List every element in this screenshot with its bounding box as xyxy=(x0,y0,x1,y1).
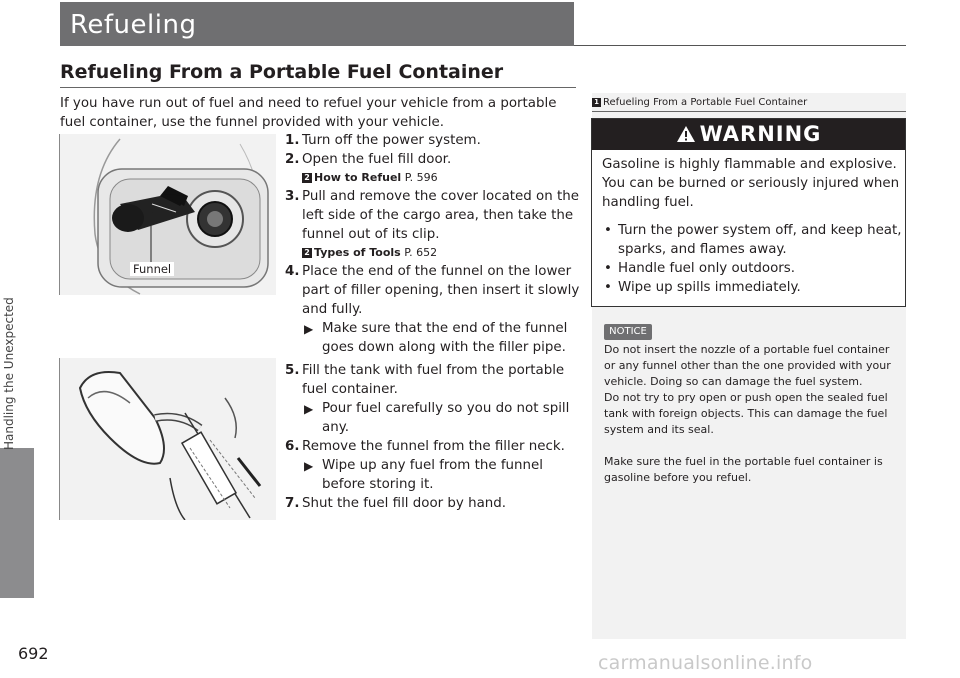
warning-item: • Handle fuel only outdoors. xyxy=(602,259,902,278)
step-number: 3. xyxy=(285,189,300,204)
reference-page: P. 596 xyxy=(404,171,438,184)
page-title: Refueling xyxy=(70,10,197,40)
reference-page: P. 652 xyxy=(404,246,438,259)
step-3 xyxy=(285,187,581,244)
sidebar-heading xyxy=(592,97,807,108)
warning-box xyxy=(591,118,906,307)
note-text: Wipe up any fuel from the funnel before storing it. xyxy=(322,458,543,492)
header-rule xyxy=(574,45,906,46)
step-text: Place the end of the funnel on the lower part of filler opening, then insert it slowly and fully. xyxy=(302,264,580,317)
cross-reference-link[interactable] xyxy=(285,169,581,187)
step-text: Shut the fuel fill door by hand. xyxy=(302,496,507,511)
side-tab-marker xyxy=(0,448,34,598)
step-4 xyxy=(285,262,581,319)
reference-arrow-icon: 1 xyxy=(592,98,601,107)
step-text: Turn off the power system. xyxy=(302,133,481,148)
funnel-insertion-figure xyxy=(59,134,275,295)
notice-paragraph: Make sure the fuel in the portable fuel container is gasoline before you refuel. xyxy=(604,455,883,484)
fuel-container-figure xyxy=(59,358,275,520)
reference-arrow-icon: 2 xyxy=(302,173,312,183)
step-text: Open the fuel fill door. xyxy=(302,152,452,167)
step-text: Fill the tank with fuel from the portable fuel container. xyxy=(302,363,565,397)
intro-paragraph: If you have run out of fuel and need to refuel your vehicle from a portable fuel container, use the funnel provided with your vehicle. xyxy=(60,96,557,130)
warning-triangle-icon xyxy=(676,125,696,143)
page-number: 692 xyxy=(18,644,49,663)
warning-item: • Turn the power system off, and keep heat, sparks, and flames away. xyxy=(602,221,902,259)
step-6-note xyxy=(285,456,581,494)
reference-arrow-icon: 2 xyxy=(302,248,312,258)
step-number: 7. xyxy=(285,496,300,511)
step-4-note xyxy=(285,319,581,357)
triangle-bullet-icon: ▶ xyxy=(304,459,314,473)
notice-text xyxy=(604,342,900,486)
sidebar-rule xyxy=(592,111,906,112)
step-text: Remove the funnel from the filler neck. xyxy=(302,439,565,454)
cross-reference-link[interactable] xyxy=(285,244,581,262)
reference-title: Types of Tools xyxy=(314,246,401,259)
notice-badge: NOTICE xyxy=(604,324,652,340)
step-7 xyxy=(285,494,581,513)
warning-body xyxy=(602,155,902,297)
triangle-bullet-icon: ▶ xyxy=(304,322,314,336)
step-number: 2. xyxy=(285,152,300,167)
funnel-callout-label: Funnel xyxy=(130,262,174,276)
warning-text: Gasoline is highly flammable and explosive. You can be burned or seriously injured when handling fuel. xyxy=(602,157,900,210)
watermark: carmanualsonline.info xyxy=(598,652,813,674)
step-6 xyxy=(285,437,581,456)
note-text: Pour fuel carefully so you do not spill any. xyxy=(322,401,570,435)
step-2 xyxy=(285,150,581,169)
warning-item: • Wipe up spills immediately. xyxy=(602,278,902,297)
pouring-illustration xyxy=(60,358,276,520)
step-number: 1. xyxy=(285,133,300,148)
warning-header xyxy=(592,119,905,150)
triangle-bullet-icon: ▶ xyxy=(304,402,314,416)
warning-label: WARNING xyxy=(699,122,822,146)
section-rule xyxy=(60,87,576,88)
step-5 xyxy=(285,361,581,399)
reference-title: How to Refuel xyxy=(314,171,402,184)
step-5-note xyxy=(285,399,581,437)
section-title: Refueling From a Portable Fuel Container xyxy=(60,61,504,83)
paragraph-gap xyxy=(604,438,900,454)
notice-paragraph: Do not insert the nozzle of a portable fuel container or any funnel other than the one provided with your vehicle. Doing so can damage the fuel system. xyxy=(604,343,891,388)
step-number: 4. xyxy=(285,264,300,279)
notice-paragraph: Do not try to pry open or push open the sealed fuel tank with foreign objects. This can damage the fuel system and its seal. xyxy=(604,391,888,436)
step-text: Pull and remove the cover located on the left side of the cargo area, then take the funnel out of its clip. xyxy=(302,189,579,242)
step-1 xyxy=(285,131,581,150)
note-text: Make sure that the end of the funnel goes down along with the filler pipe. xyxy=(322,321,568,355)
steps-list xyxy=(285,131,581,513)
step-number: 5. xyxy=(285,363,300,378)
warning-list xyxy=(602,221,902,297)
sidebar-heading-text: Refueling From a Portable Fuel Container xyxy=(603,97,808,108)
side-tab-label: Handling the Unexpected xyxy=(2,297,16,450)
step-number: 6. xyxy=(285,439,300,454)
